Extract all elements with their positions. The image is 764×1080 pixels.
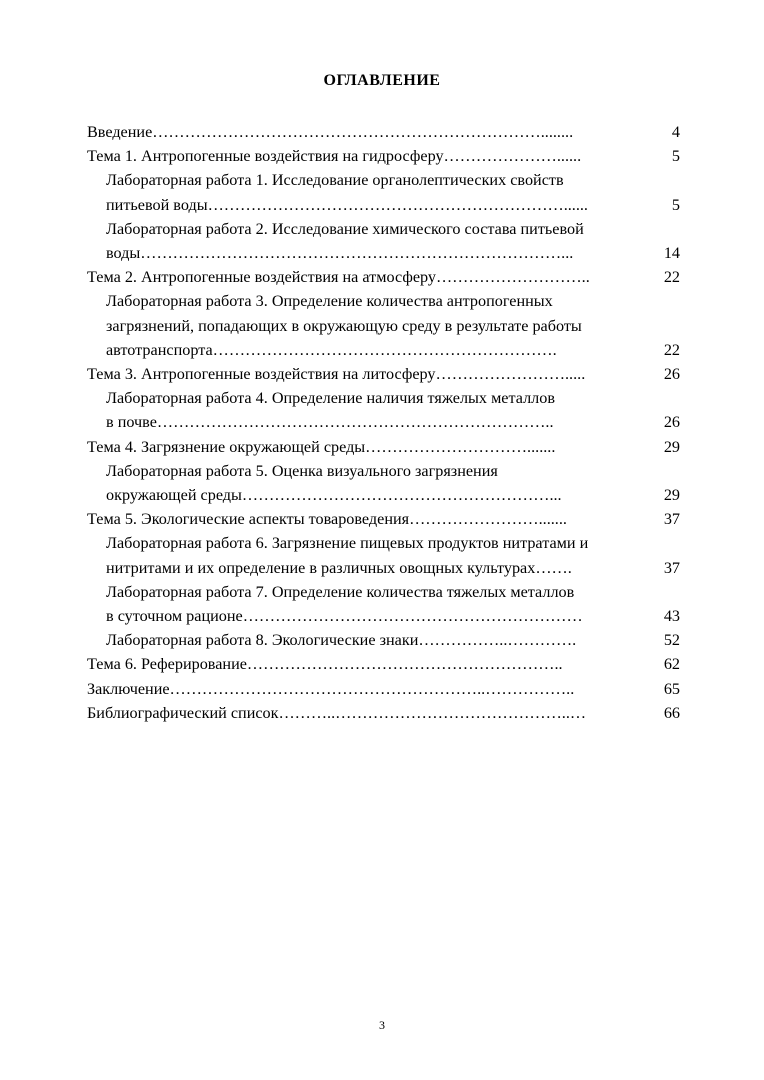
- toc-entry-text: в почве………………………………………………………………..: [106, 413, 554, 432]
- toc-entry-text: автотранспорта……………………………………………………….: [106, 340, 557, 359]
- toc-entry-page: 62: [663, 655, 680, 674]
- toc-entry-lab-2[interactable]: [87, 217, 680, 265]
- toc-entry-text: Лабораторная работа 4. Определение наличия тяжелых металлов: [106, 389, 555, 408]
- toc-entry-text: Лабораторная работа 7. Определение количества тяжелых металлов: [106, 582, 575, 601]
- toc-entry-text: окружающей среды…………………………………………………...: [106, 486, 562, 505]
- page-number: 3: [379, 1018, 385, 1032]
- toc-entry-conclusion[interactable]: [87, 677, 680, 701]
- toc-entry-text: Тема 3. Антропогенные воздействия на литосферу…………………….....: [87, 365, 586, 384]
- toc-entry-page: 26: [663, 365, 680, 384]
- table-of-contents: [87, 120, 680, 725]
- toc-entry-text: в суточном рационе………………………………………………………: [106, 607, 583, 626]
- toc-entry-text: воды……………………………………………………………………...: [106, 244, 574, 263]
- toc-entry-bibliography[interactable]: [87, 701, 680, 725]
- toc-entry-text: Заключение…………………………………………………..……………..: [87, 679, 575, 698]
- toc-entry-page: 4: [671, 123, 680, 141]
- toc-entry-lab-5[interactable]: [87, 459, 680, 507]
- toc-entry-page: 37: [663, 510, 680, 529]
- toc-entry-text: Введение………………………………………………………………........: [87, 123, 574, 141]
- toc-entry-page: 22: [663, 340, 680, 359]
- toc-entry-topic-4[interactable]: [87, 435, 680, 459]
- toc-entry-text: Библиографический список………..……………………………………..…: [87, 703, 587, 722]
- toc-entry-text: Тема 1. Антропогенные воздействия на гидросферу…………………......: [87, 147, 582, 166]
- toc-entry-text: Лабораторная работа 3. Определение количества антропогенных: [106, 292, 553, 311]
- toc-entry-page: 65: [663, 679, 680, 698]
- toc-entry-page: 29: [663, 486, 680, 505]
- toc-entry-page: 14: [663, 244, 680, 263]
- toc-entry-text: Лабораторная работа 1. Исследование органолептических свойств: [106, 171, 564, 190]
- toc-entry-page: 26: [663, 413, 680, 432]
- toc-entry-text: Лабораторная работа 6. Загрязнение пищевых продуктов нитратами и: [106, 534, 589, 553]
- toc-entry-lab-7[interactable]: [87, 580, 680, 628]
- toc-entry-text: Тема 2. Антропогенные воздействия на атмосферу………………………..: [87, 268, 590, 287]
- toc-entry-text: Тема 5. Экологические аспекты товароведения…………………….......: [87, 510, 567, 529]
- toc-entry-page: 52: [663, 631, 680, 650]
- toc-entry-page: 5: [671, 147, 680, 166]
- toc-entry-lab-8[interactable]: [87, 628, 680, 652]
- toc-entry-page: 29: [663, 437, 680, 456]
- toc-entry-text: питьевой воды…………………………………………………………......: [106, 195, 588, 214]
- toc-entry-introduction[interactable]: [87, 120, 680, 144]
- toc-entry-text: Тема 4. Загрязнение окружающей среды………………………….......: [87, 437, 556, 456]
- toc-title: ОГЛАВЛЕНИЕ: [323, 72, 441, 89]
- toc-entry-topic-5[interactable]: [87, 507, 680, 531]
- toc-entry-lab-3[interactable]: [87, 289, 680, 362]
- toc-entry-page: 5: [671, 195, 680, 214]
- toc-entry-page: 66: [663, 703, 680, 722]
- toc-entry-text: Лабораторная работа 2. Исследование химического состава питьевой: [106, 219, 584, 238]
- toc-entry-page: 22: [663, 268, 680, 287]
- toc-entry-topic-6[interactable]: [87, 652, 680, 676]
- toc-entry-lab-6[interactable]: [87, 531, 680, 579]
- toc-entry-page: 43: [663, 607, 680, 626]
- toc-entry-text: Тема 6. Реферирование…………………………………………………..: [87, 655, 563, 674]
- toc-entry-lab-1[interactable]: [87, 168, 680, 216]
- toc-entry-topic-1[interactable]: [87, 144, 680, 168]
- toc-entry-topic-3[interactable]: [87, 362, 680, 386]
- toc-entry-topic-2[interactable]: [87, 265, 680, 289]
- toc-entry-page: 37: [663, 558, 680, 577]
- toc-entry-lab-4[interactable]: [87, 386, 680, 434]
- toc-entry-text: Лабораторная работа 5. Оценка визуального загрязнения: [106, 461, 498, 480]
- toc-entry-text: загрязнений, попадающих в окружающую среду в результате работы: [106, 316, 582, 335]
- toc-entry-text: Лабораторная работа 8. Экологические знаки……………..………….: [106, 631, 577, 650]
- toc-entry-text: нитритами и их определение в различных овощных культурах…….: [106, 558, 572, 577]
